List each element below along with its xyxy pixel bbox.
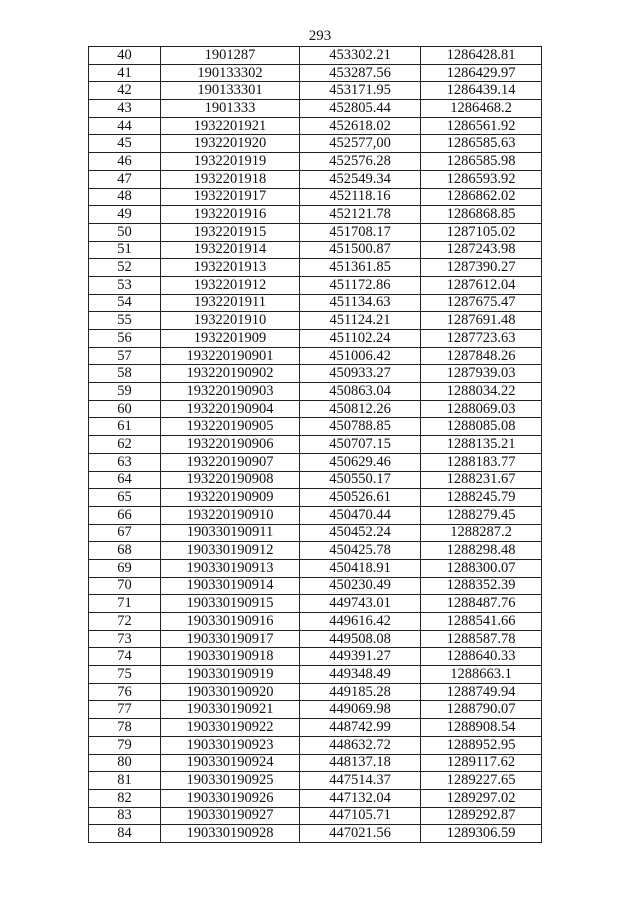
y-coordinate-cell: 1287723.63 — [421, 330, 542, 348]
x-coordinate-cell: 451134.63 — [300, 294, 421, 312]
table-row — [89, 418, 542, 436]
x-coordinate-cell: 450812.26 — [300, 400, 421, 418]
y-coordinate-cell: 1288952.95 — [421, 736, 542, 754]
table-row — [89, 294, 542, 312]
x-coordinate-cell: 447105.71 — [300, 807, 421, 825]
point-code-cell: 190133301 — [161, 82, 300, 100]
table-row — [89, 206, 542, 224]
point-code-cell: 190330190928 — [161, 825, 300, 843]
point-number-cell: 80 — [89, 754, 161, 772]
table-row — [89, 170, 542, 188]
point-number-cell: 45 — [89, 135, 161, 153]
y-coordinate-cell: 1286439.14 — [421, 82, 542, 100]
x-coordinate-cell: 450230.49 — [300, 577, 421, 595]
point-number-cell: 83 — [89, 807, 161, 825]
point-number-cell: 84 — [89, 825, 161, 843]
table-row — [89, 117, 542, 135]
y-coordinate-cell: 1286428.81 — [421, 47, 542, 65]
point-code-cell: 190330190920 — [161, 683, 300, 701]
point-code-cell: 1932201916 — [161, 206, 300, 224]
table-row — [89, 453, 542, 471]
point-code-cell: 1932201911 — [161, 294, 300, 312]
x-coordinate-cell: 451172.86 — [300, 276, 421, 294]
x-coordinate-cell: 451500.87 — [300, 241, 421, 259]
point-number-cell: 61 — [89, 418, 161, 436]
point-code-cell: 190330190913 — [161, 559, 300, 577]
y-coordinate-cell: 1288069.03 — [421, 400, 542, 418]
y-coordinate-cell: 1288183.77 — [421, 453, 542, 471]
point-number-cell: 81 — [89, 772, 161, 790]
point-code-cell: 193220190902 — [161, 365, 300, 383]
x-coordinate-cell: 452618.02 — [300, 117, 421, 135]
table-row — [89, 100, 542, 118]
table-row — [89, 47, 542, 65]
x-coordinate-cell: 450470.44 — [300, 506, 421, 524]
y-coordinate-cell: 1287691.48 — [421, 312, 542, 330]
x-coordinate-cell: 449069.98 — [300, 701, 421, 719]
point-number-cell: 52 — [89, 259, 161, 277]
table-row — [89, 400, 542, 418]
table-row — [89, 524, 542, 542]
point-number-cell: 54 — [89, 294, 161, 312]
table-row — [89, 506, 542, 524]
point-number-cell: 66 — [89, 506, 161, 524]
point-code-cell: 1932201915 — [161, 223, 300, 241]
x-coordinate-cell: 452805.44 — [300, 100, 421, 118]
y-coordinate-cell: 1288300.07 — [421, 559, 542, 577]
point-code-cell: 1932201920 — [161, 135, 300, 153]
point-number-cell: 57 — [89, 347, 161, 365]
y-coordinate-cell: 1286593.92 — [421, 170, 542, 188]
x-coordinate-cell: 450418.91 — [300, 559, 421, 577]
x-coordinate-cell: 447514.37 — [300, 772, 421, 790]
point-code-cell: 1932201918 — [161, 170, 300, 188]
point-number-cell: 82 — [89, 789, 161, 807]
point-number-cell: 79 — [89, 736, 161, 754]
y-coordinate-cell: 1288587.78 — [421, 630, 542, 648]
y-coordinate-cell: 1286468.2 — [421, 100, 542, 118]
y-coordinate-cell: 1289227.65 — [421, 772, 542, 790]
table-row — [89, 595, 542, 613]
x-coordinate-cell: 447021.56 — [300, 825, 421, 843]
point-number-cell: 48 — [89, 188, 161, 206]
x-coordinate-cell: 452549.34 — [300, 170, 421, 188]
point-number-cell: 75 — [89, 666, 161, 684]
x-coordinate-cell: 451361.85 — [300, 259, 421, 277]
point-number-cell: 63 — [89, 453, 161, 471]
point-code-cell: 193220190909 — [161, 489, 300, 507]
point-code-cell: 190330190924 — [161, 754, 300, 772]
point-number-cell: 68 — [89, 542, 161, 560]
point-number-cell: 47 — [89, 170, 161, 188]
x-coordinate-cell: 449616.42 — [300, 613, 421, 631]
y-coordinate-cell: 1288790.07 — [421, 701, 542, 719]
table-row — [89, 64, 542, 82]
point-code-cell: 193220190901 — [161, 347, 300, 365]
point-code-cell: 193220190904 — [161, 400, 300, 418]
point-code-cell: 190330190925 — [161, 772, 300, 790]
y-coordinate-cell: 1287243.98 — [421, 241, 542, 259]
point-code-cell: 193220190910 — [161, 506, 300, 524]
x-coordinate-cell: 451708.17 — [300, 223, 421, 241]
x-coordinate-cell: 452577,00 — [300, 135, 421, 153]
y-coordinate-cell: 1288663.1 — [421, 666, 542, 684]
y-coordinate-cell: 1287612.04 — [421, 276, 542, 294]
table-row — [89, 135, 542, 153]
table-row — [89, 754, 542, 772]
y-coordinate-cell: 1288085.08 — [421, 418, 542, 436]
table-row — [89, 630, 542, 648]
point-number-cell: 44 — [89, 117, 161, 135]
point-number-cell: 77 — [89, 701, 161, 719]
table-row — [89, 330, 542, 348]
table-row — [89, 666, 542, 684]
y-coordinate-cell: 1289297.02 — [421, 789, 542, 807]
table-row — [89, 719, 542, 737]
table-row — [89, 223, 542, 241]
table-row — [89, 153, 542, 171]
y-coordinate-cell: 1288749.94 — [421, 683, 542, 701]
y-coordinate-cell: 1289306.59 — [421, 825, 542, 843]
table-row — [89, 259, 542, 277]
table-row — [89, 701, 542, 719]
point-number-cell: 64 — [89, 471, 161, 489]
x-coordinate-cell: 451124.21 — [300, 312, 421, 330]
point-code-cell: 1932201921 — [161, 117, 300, 135]
table-row — [89, 772, 542, 790]
x-coordinate-cell: 450526.61 — [300, 489, 421, 507]
y-coordinate-cell: 1287675.47 — [421, 294, 542, 312]
y-coordinate-cell: 1286429.97 — [421, 64, 542, 82]
point-number-cell: 46 — [89, 153, 161, 171]
point-code-cell: 1932201914 — [161, 241, 300, 259]
point-number-cell: 78 — [89, 719, 161, 737]
point-code-cell: 190330190921 — [161, 701, 300, 719]
point-number-cell: 72 — [89, 613, 161, 631]
y-coordinate-cell: 1288487.76 — [421, 595, 542, 613]
y-coordinate-cell: 1286585.98 — [421, 153, 542, 171]
point-number-cell: 71 — [89, 595, 161, 613]
point-number-cell: 42 — [89, 82, 161, 100]
y-coordinate-cell: 1289117.62 — [421, 754, 542, 772]
table-row — [89, 276, 542, 294]
x-coordinate-cell: 450425.78 — [300, 542, 421, 560]
y-coordinate-cell: 1288135.21 — [421, 436, 542, 454]
point-number-cell: 74 — [89, 648, 161, 666]
y-coordinate-cell: 1286862.02 — [421, 188, 542, 206]
point-number-cell: 49 — [89, 206, 161, 224]
table-row — [89, 648, 542, 666]
point-code-cell: 1901287 — [161, 47, 300, 65]
point-number-cell: 67 — [89, 524, 161, 542]
point-code-cell: 190330190914 — [161, 577, 300, 595]
y-coordinate-cell: 1288640.33 — [421, 648, 542, 666]
y-coordinate-cell: 1288245.79 — [421, 489, 542, 507]
page-number: 293 — [308, 28, 332, 44]
table-row — [89, 577, 542, 595]
x-coordinate-cell: 453302.21 — [300, 47, 421, 65]
table-row — [89, 436, 542, 454]
point-number-cell: 56 — [89, 330, 161, 348]
x-coordinate-cell: 451006.42 — [300, 347, 421, 365]
point-code-cell: 1932201913 — [161, 259, 300, 277]
point-code-cell: 190330190919 — [161, 666, 300, 684]
x-coordinate-cell: 450933.27 — [300, 365, 421, 383]
point-code-cell: 1932201917 — [161, 188, 300, 206]
point-code-cell: 190330190911 — [161, 524, 300, 542]
x-coordinate-cell: 447132.04 — [300, 789, 421, 807]
y-coordinate-cell: 1287939.03 — [421, 365, 542, 383]
y-coordinate-cell: 1286585.63 — [421, 135, 542, 153]
table-row — [89, 613, 542, 631]
point-code-cell: 190133302 — [161, 64, 300, 82]
y-coordinate-cell: 1288908.54 — [421, 719, 542, 737]
table-row — [89, 736, 542, 754]
table-row — [89, 471, 542, 489]
table-row — [89, 312, 542, 330]
point-number-cell: 76 — [89, 683, 161, 701]
point-number-cell: 58 — [89, 365, 161, 383]
y-coordinate-cell: 1286561.92 — [421, 117, 542, 135]
point-code-cell: 1932201919 — [161, 153, 300, 171]
y-coordinate-cell: 1287105.02 — [421, 223, 542, 241]
point-number-cell: 55 — [89, 312, 161, 330]
point-number-cell: 51 — [89, 241, 161, 259]
x-coordinate-cell: 450863.04 — [300, 383, 421, 401]
point-code-cell: 190330190923 — [161, 736, 300, 754]
x-coordinate-cell: 451102.24 — [300, 330, 421, 348]
table-row — [89, 489, 542, 507]
point-number-cell: 41 — [89, 64, 161, 82]
point-code-cell: 193220190906 — [161, 436, 300, 454]
point-code-cell: 190330190916 — [161, 613, 300, 631]
x-coordinate-cell: 453171.95 — [300, 82, 421, 100]
y-coordinate-cell: 1289292.87 — [421, 807, 542, 825]
x-coordinate-cell: 452118.16 — [300, 188, 421, 206]
point-code-cell: 193220190907 — [161, 453, 300, 471]
x-coordinate-cell: 450707.15 — [300, 436, 421, 454]
x-coordinate-cell: 452576.28 — [300, 153, 421, 171]
x-coordinate-cell: 449348.49 — [300, 666, 421, 684]
point-code-cell: 1932201912 — [161, 276, 300, 294]
y-coordinate-cell: 1287390.27 — [421, 259, 542, 277]
x-coordinate-cell: 448742.99 — [300, 719, 421, 737]
x-coordinate-cell: 449508.08 — [300, 630, 421, 648]
y-coordinate-cell: 1288231.67 — [421, 471, 542, 489]
x-coordinate-cell: 450550.17 — [300, 471, 421, 489]
point-code-cell: 190330190922 — [161, 719, 300, 737]
table-row — [89, 383, 542, 401]
point-number-cell: 70 — [89, 577, 161, 595]
point-code-cell: 190330190927 — [161, 807, 300, 825]
table-row — [89, 542, 542, 560]
coordinates-table-body — [89, 47, 542, 843]
table-row — [89, 365, 542, 383]
table-row — [89, 347, 542, 365]
x-coordinate-cell: 449743.01 — [300, 595, 421, 613]
x-coordinate-cell: 452121.78 — [300, 206, 421, 224]
y-coordinate-cell: 1287848.26 — [421, 347, 542, 365]
table-row — [89, 82, 542, 100]
point-code-cell: 190330190918 — [161, 648, 300, 666]
table-row — [89, 188, 542, 206]
table-row — [89, 683, 542, 701]
x-coordinate-cell: 450452.24 — [300, 524, 421, 542]
y-coordinate-cell: 1288541.66 — [421, 613, 542, 631]
point-number-cell: 59 — [89, 383, 161, 401]
y-coordinate-cell: 1288287.2 — [421, 524, 542, 542]
x-coordinate-cell: 449391.27 — [300, 648, 421, 666]
y-coordinate-cell: 1288034.22 — [421, 383, 542, 401]
point-code-cell: 190330190926 — [161, 789, 300, 807]
point-code-cell: 1932201910 — [161, 312, 300, 330]
table-row — [89, 807, 542, 825]
point-number-cell: 40 — [89, 47, 161, 65]
point-code-cell: 193220190903 — [161, 383, 300, 401]
point-code-cell: 1932201909 — [161, 330, 300, 348]
point-number-cell: 73 — [89, 630, 161, 648]
x-coordinate-cell: 450629.46 — [300, 453, 421, 471]
point-code-cell: 193220190905 — [161, 418, 300, 436]
coordinates-table — [88, 46, 542, 843]
y-coordinate-cell: 1288279.45 — [421, 506, 542, 524]
table-row — [89, 789, 542, 807]
point-number-cell: 69 — [89, 559, 161, 577]
table-row — [89, 559, 542, 577]
point-number-cell: 43 — [89, 100, 161, 118]
x-coordinate-cell: 448137.18 — [300, 754, 421, 772]
point-code-cell: 1901333 — [161, 100, 300, 118]
point-number-cell: 60 — [89, 400, 161, 418]
point-number-cell: 62 — [89, 436, 161, 454]
table-row — [89, 241, 542, 259]
table-row — [89, 825, 542, 843]
point-code-cell: 190330190912 — [161, 542, 300, 560]
y-coordinate-cell: 1288298.48 — [421, 542, 542, 560]
point-number-cell: 65 — [89, 489, 161, 507]
x-coordinate-cell: 448632.72 — [300, 736, 421, 754]
x-coordinate-cell: 450788.85 — [300, 418, 421, 436]
y-coordinate-cell: 1288352.39 — [421, 577, 542, 595]
x-coordinate-cell: 453287.56 — [300, 64, 421, 82]
y-coordinate-cell: 1286868.85 — [421, 206, 542, 224]
point-number-cell: 50 — [89, 223, 161, 241]
point-code-cell: 190330190915 — [161, 595, 300, 613]
x-coordinate-cell: 449185.28 — [300, 683, 421, 701]
point-code-cell: 190330190917 — [161, 630, 300, 648]
point-number-cell: 53 — [89, 276, 161, 294]
point-code-cell: 193220190908 — [161, 471, 300, 489]
